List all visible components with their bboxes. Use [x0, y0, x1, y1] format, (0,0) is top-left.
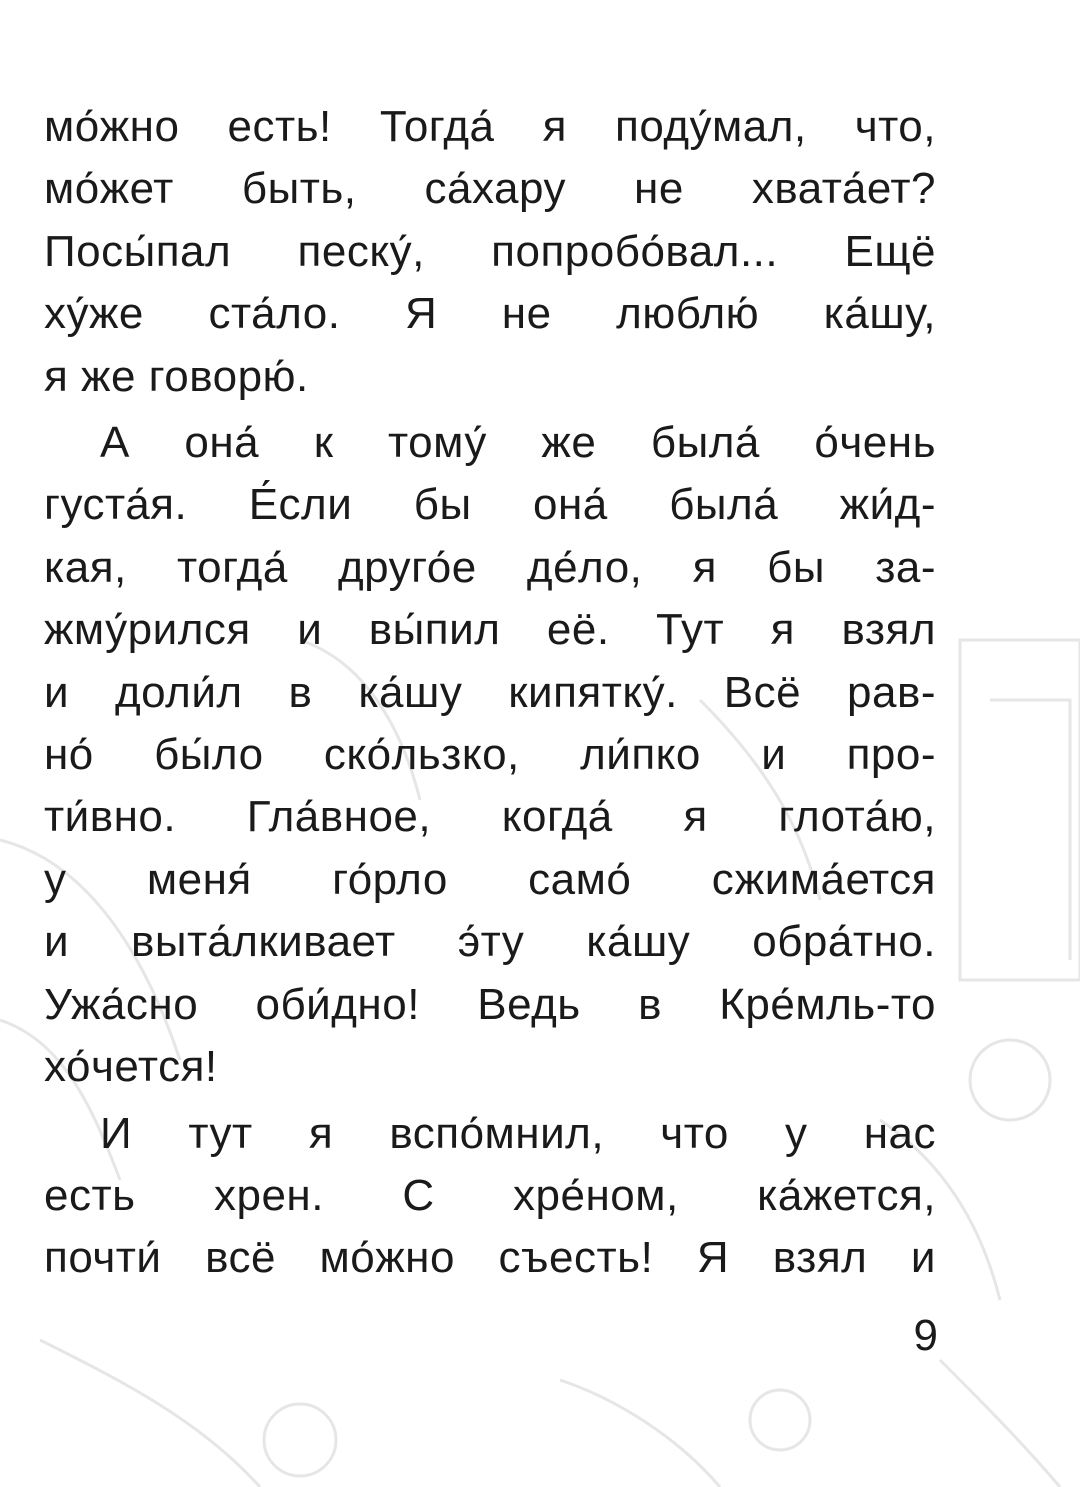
- text-line: И тут я вспо́мнил, что у нас: [100, 1108, 936, 1158]
- text-line: мо́жно есть! Тогда́ я поду́мал, что,: [44, 102, 936, 151]
- text-line: ху́же ста́ло. Я не люблю́ ка́шу,: [44, 289, 936, 339]
- text-line: но́ бы́ло ско́льзко, ли́пко и про-: [44, 730, 936, 780]
- paragraph-2: [44, 412, 936, 1098]
- text-line: и выта́лкивает э́ту ка́шу обра́тно.: [44, 917, 936, 967]
- text-line: есть хрен. С хре́ном, ка́жется,: [44, 1170, 936, 1220]
- text-line: жму́рился и вы́пил её. Тут я взял: [44, 605, 936, 655]
- text-line: густа́я. Е́сли бы она́ была́ жи́д-: [44, 480, 936, 530]
- text-line: мо́жет быть, са́хару не хвата́ет?: [44, 164, 936, 214]
- page-number: 9: [913, 1311, 938, 1360]
- text-line: хо́чется!: [44, 1042, 218, 1092]
- text-line: Ужа́сно оби́дно! Ведь в Кре́мль-то: [44, 979, 936, 1029]
- text-line: Посы́пал песку́, попробо́вал... Ещё: [44, 226, 936, 276]
- text-line: и доли́л в ка́шу кипятку́. Всё рав-: [44, 667, 936, 717]
- text-line: А она́ к тому́ же была́ о́чень: [100, 418, 936, 468]
- text-line: ти́вно. Гла́вное, когда́ я глота́ю,: [44, 792, 936, 842]
- text-line: у меня́ го́рло само́ сжима́ется: [44, 854, 936, 904]
- story-text: [44, 96, 936, 1290]
- text-line: почти́ всё мо́жно съесть! Я взял и: [44, 1233, 936, 1283]
- paragraph-3: [44, 1103, 936, 1290]
- text-line: кая, тогда́ друго́е де́ло, я бы за-: [44, 542, 936, 592]
- text-line: я же говорю́.: [44, 351, 309, 401]
- paragraph-1: [44, 96, 936, 408]
